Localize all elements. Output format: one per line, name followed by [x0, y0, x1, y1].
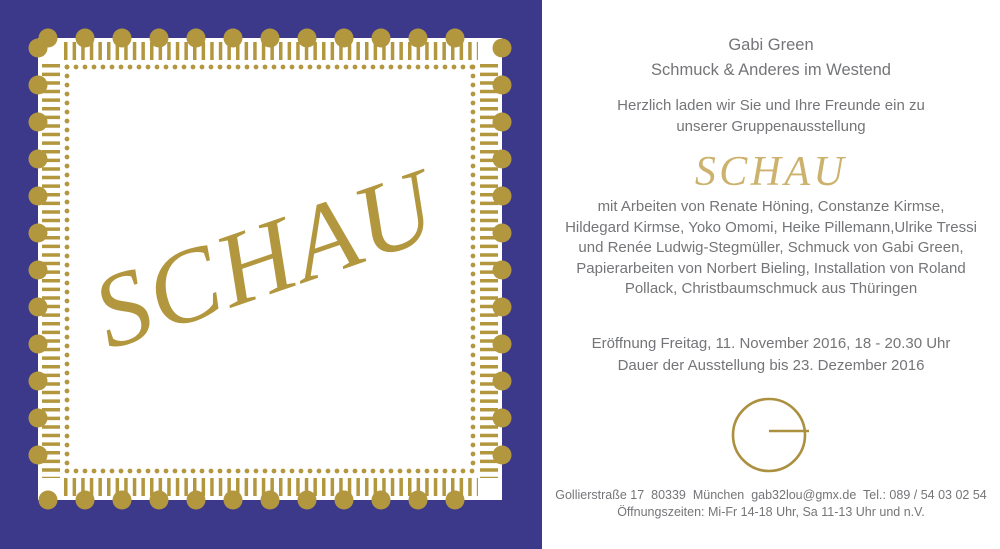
schau-diagonal-text: SCHAU: [78, 145, 452, 372]
right-text-panel: [542, 0, 1000, 549]
header-block: [542, 33, 1000, 83]
invitation-line: unserer Gruppenausstellung: [676, 117, 866, 135]
white-inner-square: [38, 38, 502, 500]
logo-wrap: [542, 395, 1000, 475]
dates-block: [542, 333, 1000, 377]
artists-line: Hildegard Kirmse, Yoko Omomi, Heike Pillemann,Ulrike Tressi: [565, 218, 977, 236]
artists-line: mit Arbeiten von Renate Höning, Constanze Kirmse,: [597, 198, 945, 215]
contact-block: [542, 487, 1000, 521]
g-circle-logo-icon: [729, 395, 813, 475]
artists-list: [542, 197, 1000, 300]
opening-hours-line: Öffnungszeiten: Mi-Fr 14-18 Uhr, Sa 11-13 Uhr und n.V.: [617, 504, 925, 519]
duration-line: Dauer der Ausstellung bis 23. Dezember 2016: [617, 356, 925, 374]
artists-line: Pollack, Christbaumschmuck aus Thüringen: [624, 280, 918, 297]
artists-line: Papierarbeiten von Norbert Bieling, Installation von Roland: [576, 259, 966, 277]
invitation-line: Herzlich laden wir Sie und Ihre Freunde ein zu: [617, 97, 925, 114]
invitation-text: [542, 96, 1000, 137]
exhibition-title: SCHAU: [694, 149, 848, 195]
artists-line: und Renée Ludwig-Stegmüller, Schmuck von Gabi Green,: [578, 239, 964, 256]
gallery-subtitle: Schmuck & Anderes im Westend: [651, 61, 891, 79]
opening-date-line: Eröffnung Freitag, 11. November 2016, 18 - 20.30 Uhr: [591, 334, 951, 352]
logo-circle: [733, 399, 805, 471]
gallery-owner-name: Gabi Green: [728, 36, 814, 54]
address-line: Gollierstraße 17 80339 München gab32lou@gmx.de Tel.: 089 / 54 03 02 54: [555, 487, 987, 502]
